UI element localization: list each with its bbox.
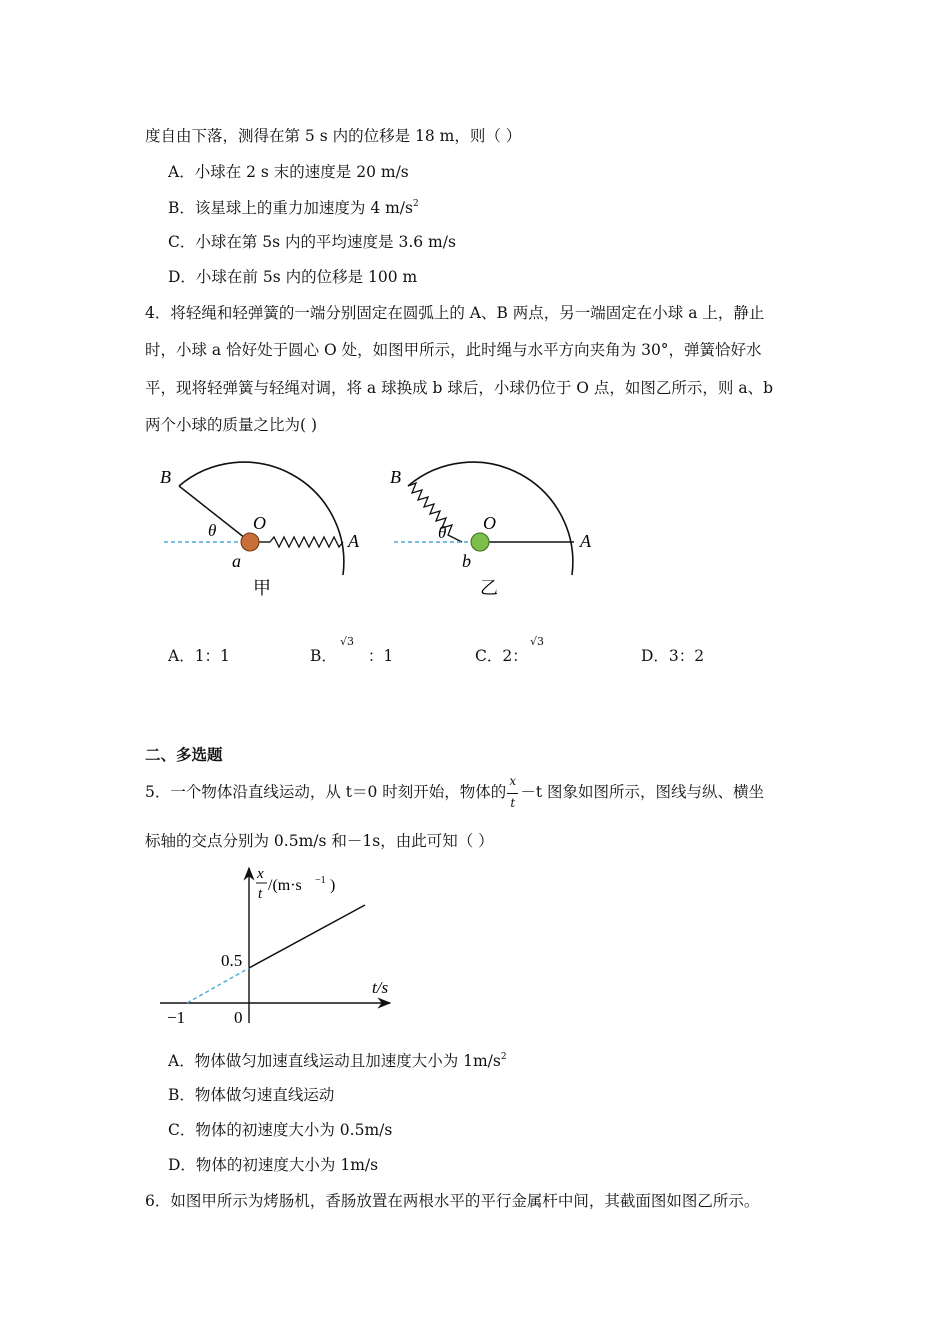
q5-frac-den: t — [510, 796, 516, 810]
q4-line1: 4．将轻绳和轻弹簧的一端分别固定在圆弧上的 A、B 两点，另一端固定在小球 a 上，静止 — [145, 304, 765, 322]
y-intercept-label: 0.5 — [221, 951, 243, 970]
q5-line2: 标轴的交点分别为 0.5m/s 和－1s，由此可知（ ） — [145, 832, 494, 850]
q6-line1: 6．如图甲所示为烤肠机，香肠放置在两根水平的平行金属杆中间，其截面图如图乙所示。 — [145, 1192, 760, 1210]
figure-jia — [160, 462, 360, 598]
y-label-num: x — [257, 866, 264, 882]
graph-dashed-line — [187, 968, 249, 1003]
q4-line4: 两个小球的质量之比为( ) — [145, 416, 318, 434]
q4-option-b[interactable] — [310, 635, 394, 665]
q3-option-a[interactable]: A．小球在 2 s 末的速度是 20 m/s — [168, 163, 409, 181]
label-ball-b: b — [462, 551, 471, 571]
graph-solid-line — [249, 905, 365, 968]
q5-frac-bar — [507, 793, 518, 794]
q4-option-c-root: √3 — [530, 635, 545, 648]
y-label-den: t — [258, 886, 263, 902]
q5-frac-num: x — [509, 774, 517, 788]
spring-left — [270, 537, 343, 547]
q3-option-b-sup: 2 — [412, 199, 419, 209]
q3-stem-tail: 度自由下落，测得在第 5 s 内的位移是 18 m，则（ ） — [145, 127, 522, 145]
q3-option-b[interactable] — [168, 200, 419, 217]
q5-option-a-sup: 2 — [500, 1052, 507, 1062]
q3-option-b-text: B．该星球上的重力加速度为 4 m/s — [168, 199, 413, 217]
q5-option-a[interactable] — [168, 1053, 507, 1070]
y-label-close: ) — [330, 877, 336, 894]
ball-b — [471, 533, 489, 551]
label-O-right: O — [483, 513, 496, 533]
caption-yi: 乙 — [480, 578, 498, 598]
q4-option-b-suffix: ：1 — [367, 647, 394, 665]
label-ball-a: a — [232, 551, 241, 571]
x-intercept-label: −1 — [167, 1008, 186, 1027]
label-B-left: B — [160, 467, 171, 487]
label-theta-left: θ — [208, 521, 217, 540]
q4-option-b-prefix: B． — [310, 647, 337, 665]
label-B-right: B — [390, 467, 401, 487]
y-label-unit: /(m·s — [268, 877, 302, 894]
q5-option-b[interactable]: B．物体做匀速直线运动 — [168, 1086, 335, 1104]
q4-option-c[interactable] — [475, 635, 545, 665]
q4-option-a[interactable]: A．1：1 — [168, 647, 230, 665]
q4-option-c-prefix: C．2： — [475, 647, 528, 665]
x-label: t/s — [372, 978, 389, 997]
ball-a — [241, 533, 259, 551]
q4-option-b-root: √3 — [340, 635, 355, 648]
q5-line1-a: 5．一个物体沿直线运动，从 t＝0 时刻开始，物体的 — [145, 783, 507, 801]
y-label-exp: −1 — [315, 875, 326, 886]
spring-right — [408, 483, 462, 542]
label-theta-right: θ — [438, 523, 447, 542]
q5-option-d[interactable]: D．物体的初速度大小为 1m/s — [168, 1156, 379, 1174]
q5-graph — [150, 858, 410, 1033]
origin-label: 0 — [234, 1008, 243, 1027]
q5-line1-b: －t 图象如图所示，图线与纵、横坐 — [520, 783, 764, 801]
label-O-left: O — [253, 513, 266, 533]
q4-figure — [150, 445, 610, 605]
label-A-right: A — [580, 531, 591, 551]
q3-option-d[interactable]: D．小球在前 5s 内的位移是 100 m — [168, 268, 418, 286]
q4-line2: 时，小球 a 恰好处于圆心 O 处，如图甲所示，此时绳与水平方向夹角为 30°，弹簧恰好水 — [145, 341, 762, 359]
q5-option-a-text: A．物体做匀加速直线运动且加速度大小为 1m/s — [168, 1052, 501, 1070]
q5-option-c[interactable]: C．物体的初速度大小为 0.5m/s — [168, 1121, 393, 1139]
q4-option-d[interactable]: D．3：2 — [641, 647, 705, 665]
q5-fraction — [506, 774, 520, 810]
section-title: 二、多选题 — [145, 745, 223, 764]
q3-option-c[interactable]: C．小球在第 5s 内的平均速度是 3.6 m/s — [168, 233, 456, 251]
q4-line3: 平，现将轻弹簧与轻绳对调，将 a 球换成 b 球后，小球仍位于 O 点，如图乙所示，则 a、b — [145, 379, 774, 397]
figure-yi — [390, 462, 592, 598]
q5-line1 — [145, 774, 764, 810]
caption-jia: 甲 — [253, 578, 271, 598]
label-A-left: A — [348, 531, 359, 551]
